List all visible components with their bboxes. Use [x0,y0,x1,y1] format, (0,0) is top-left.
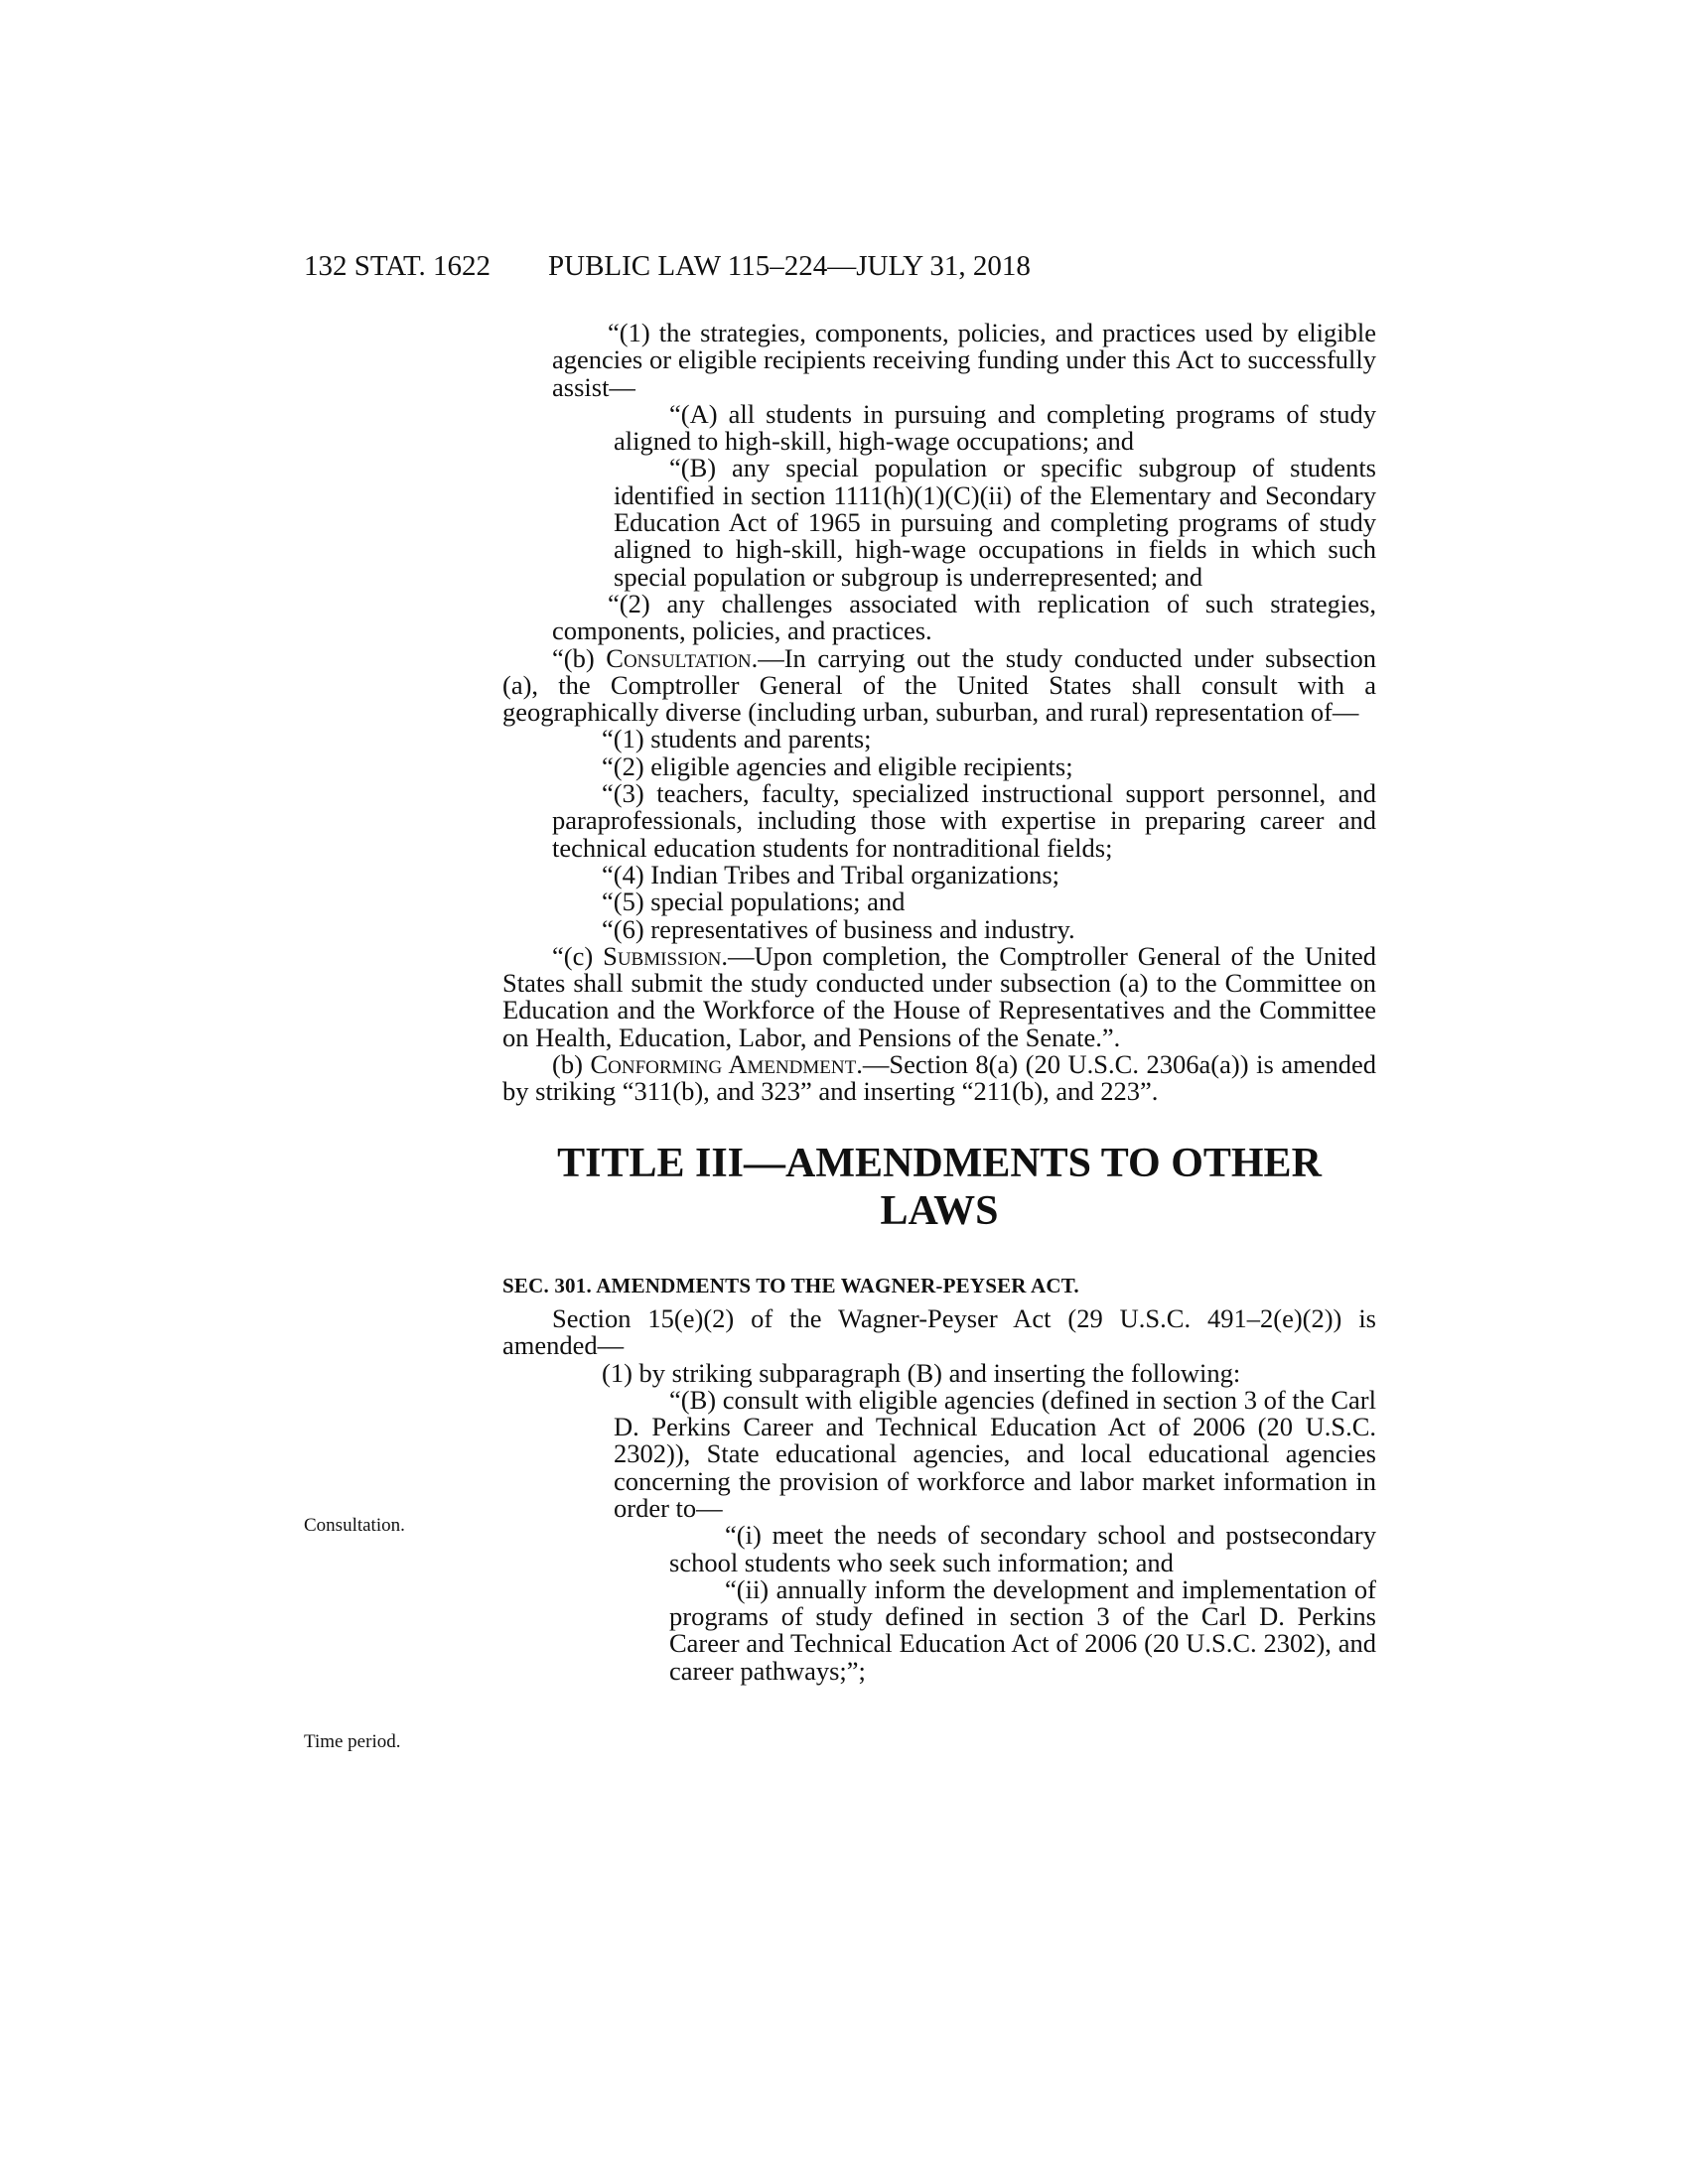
conforming-prefix: (b) [552,1049,591,1080]
section-301-item-ii: “(ii) annually inform the development and implementation of programs of study defined in section 3 of the Carl D. Perkins Career and Technical Education Act of 2006 (20 U.S.C. 2302), and career pathways;”; [669,1573,1376,1686]
subsection-b-consultation [502,642,1376,728]
section-301-item-b: “(B) consult with eligible agencies (defined in section 3 of the Carl D. Perkins Career and Technical Education Act of 2006 (20 U.S.C. 2302)), State educational agencies, and local educational agencies concerning the provision of workforce and labor market information in order to— [614,1384,1376,1523]
paragraph-1-b: “(B) any special population or specific subgroup of students identified in section 1111(h)(1)(C)(ii) of the Elementary and Secondary Education Act of 1965 in pursuing and completing programs of study aligned to high-skill, high-wage occupations in fields in which such special population or subgroup is underrepresented; and [614,453,1376,592]
section-301-item-i: “(i) meet the needs of secondary school and postsecondary school students who seek such information; and [669,1520,1376,1577]
section-301-item-1: (1) by striking subparagraph (B) and inserting the following: [602,1357,1241,1388]
paragraph-2: “(2) any challenges associated with replication of such strategies, components, policies, and practices. [552,588,1376,646]
title-iii-heading [502,1140,1376,1235]
subsection-c-prefix: “(c) [552,940,604,971]
subsection-b-prefix: “(b) [552,642,607,673]
subsection-b-heading: Consultation [606,642,752,673]
subsection-b-text: .—In carrying out the study conducted under subsection (a), the Comptroller General of the United States shall consult with a geographically diverse (including urban, suburban, and rural) representation of— [502,642,1376,728]
subsection-c-heading: Submission [603,940,722,971]
title-iii-line-1: TITLE III—AMENDMENTS TO OTHER [557,1140,1322,1186]
paragraph-1-a: “(A) all students in pursuing and completing programs of study aligned to high-skill, high-wage occupations; and [614,398,1376,457]
margin-note-time-period: Time period. [304,1731,401,1752]
stat-page-number: 132 STAT. 1622 [304,250,492,282]
title-iii-line-2: LAWS [880,1187,999,1234]
margin-note-consultation: Consultation. [304,1515,405,1536]
list-item: “(2) eligible agencies and eligible recipients; [602,751,1073,781]
list-item: “(6) representatives of business and industry. [602,913,1075,944]
list-item: “(3) teachers, faculty, specialized instructional support personnel, and paraprofessionals, including those with expertise in preparing career and technical education students for nontraditional fields; [552,778,1376,863]
conforming-text: .—Section 8(a) (20 U.S.C. 2306a(a)) is amended by striking “311(b), and 323” and inserting “211(b), and 223”. [502,1049,1376,1107]
conforming-heading: Conforming Amendment [590,1049,857,1080]
conforming-amendment [502,1051,1376,1106]
paragraph-1: “(1) the strategies, components, policies, and practices used by eligible agencies or eligible recipients receiving funding under this Act to successfully assist— [552,318,1376,402]
running-title: PUBLIC LAW 115–224—JULY 31, 2018 [548,250,1031,282]
list-item: “(5) special populations; and [602,887,906,917]
subsection-c-submission [502,940,1376,1052]
list-item: “(1) students and parents; [602,724,872,754]
section-301-heading: SEC. 301. AMENDMENTS TO THE WAGNER-PEYSER ACT. [502,1273,1079,1297]
page-body [502,320,1376,1685]
list-item: “(4) Indian Tribes and Tribal organizations; [602,859,1060,889]
subsection-c-text: .—Upon completion, the Comptroller General of the United States shall submit the study conducted under subsection (a) to the Committee on Education and the Workforce of the House of Representatives and the Committee on Health, Education, Labor, and Pensions of the Senate.”. [502,940,1376,1052]
section-301-intro: Section 15(e)(2) of the Wagner-Peyser Act (29 U.S.C. 491–2(e)(2)) is amended— [502,1302,1376,1361]
